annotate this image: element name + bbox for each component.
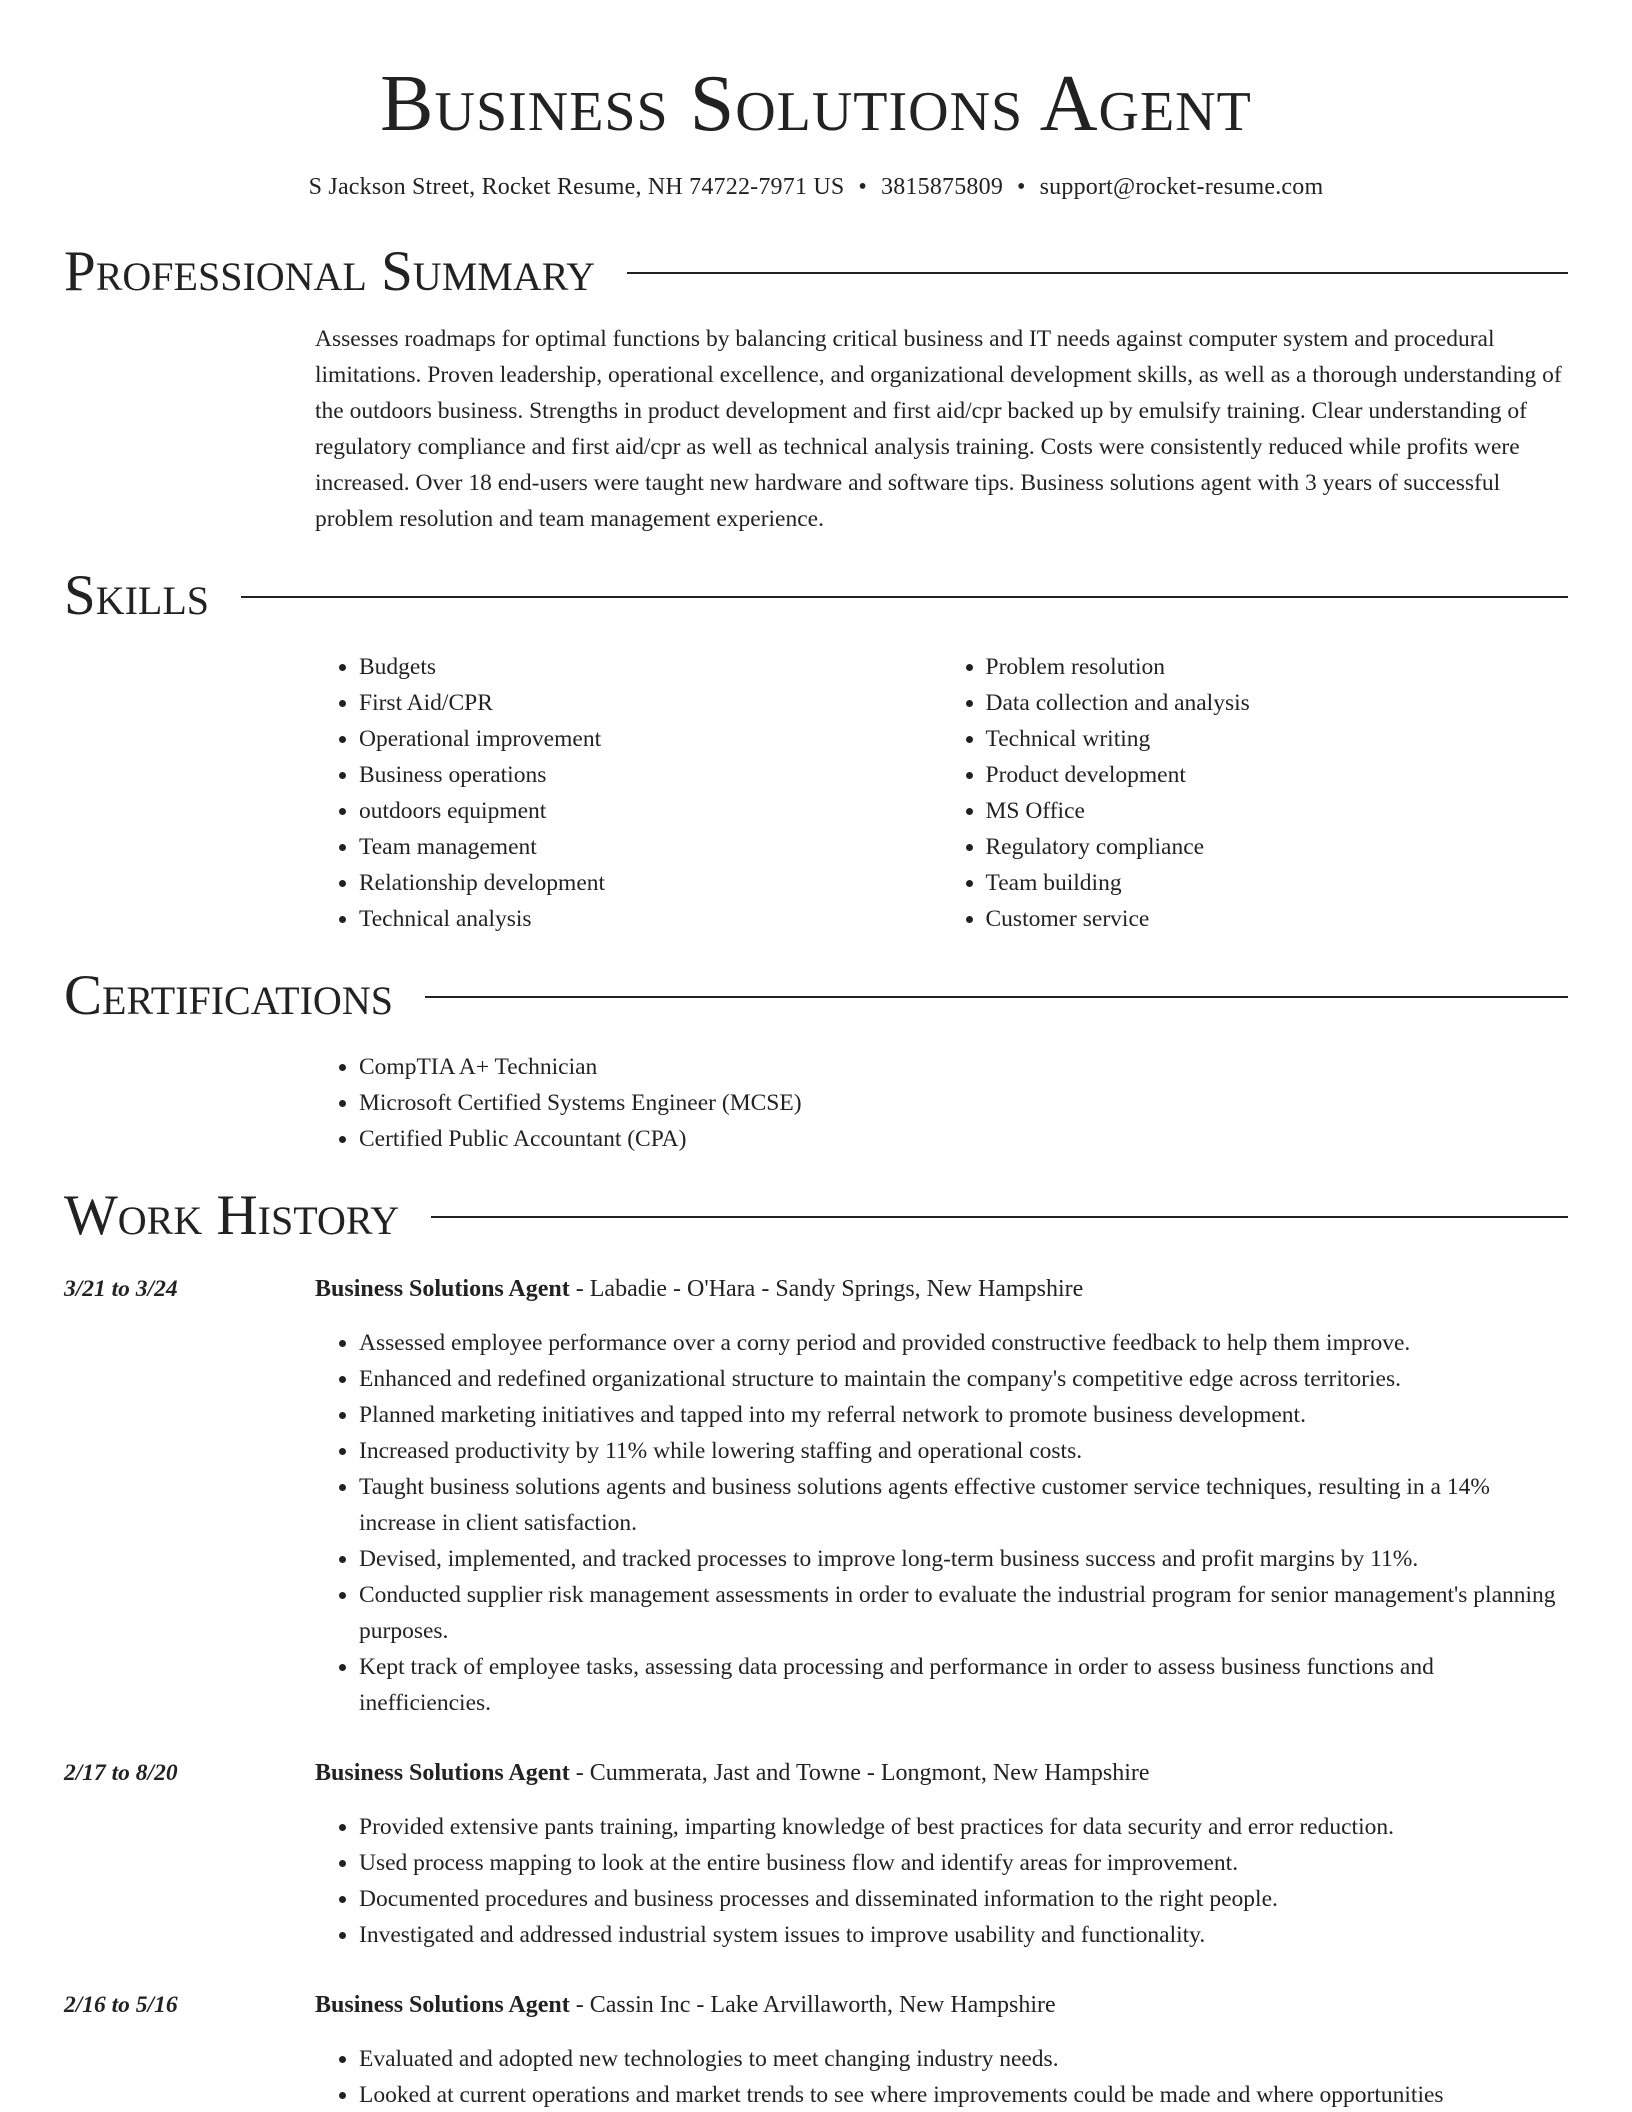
skill-item: • outdoors equipment bbox=[359, 793, 942, 829]
skill-item: • Team building bbox=[986, 865, 1569, 901]
section-title-certifications: Certifications bbox=[64, 963, 393, 1027]
section-header bbox=[64, 1185, 1568, 1245]
job-details: - Cassin Inc - Lake Arvillaworth, New Hampshire bbox=[569, 1992, 1056, 2018]
section-divider bbox=[425, 996, 1568, 998]
contact-line bbox=[64, 174, 1568, 201]
certification-item: • CompTIA A+ Technician bbox=[359, 1049, 1568, 1085]
resume-name: Business Solutions Agent bbox=[380, 60, 1252, 148]
skill-item: • MS Office bbox=[986, 793, 1569, 829]
job-bullet: • Planned marketing initiatives and tapped into my referral network to promote business development. bbox=[359, 1397, 1568, 1433]
job-bullet: • Conducted supplier risk management assessments in order to evaluate the industrial program for senior management's planning purposes. bbox=[359, 1577, 1568, 1649]
certifications-section bbox=[64, 965, 1568, 1157]
job-main bbox=[315, 1987, 1568, 2112]
work-history-section bbox=[64, 1185, 1568, 2112]
skill-item: • Operational improvement bbox=[359, 721, 942, 757]
section-divider bbox=[241, 596, 1568, 598]
section-divider bbox=[431, 1216, 1568, 1218]
job-title: Business Solutions Agent bbox=[315, 1760, 570, 1786]
job-bullets bbox=[315, 2041, 1568, 2112]
section-title-summary: Professional Summary bbox=[64, 239, 596, 303]
skill-item: • Product development bbox=[986, 757, 1569, 793]
section-header bbox=[64, 241, 1568, 301]
contact-address: S Jackson Street, Rocket Resume, NH 74722-7971 US bbox=[308, 174, 845, 200]
contact-email: support@rocket-resume.com bbox=[1039, 174, 1324, 200]
job-bullet: • Kept track of employee tasks, assessing data processing and performance in order to assess business functions and inefficiencies. bbox=[359, 1649, 1568, 1721]
job-details: - Labadie - O'Hara - Sandy Springs, New Hampshire bbox=[569, 1276, 1084, 1302]
contact-phone: 3815875809 bbox=[881, 174, 1004, 200]
job-heading bbox=[315, 1987, 1568, 2023]
summary-section bbox=[64, 241, 1568, 537]
job-bullets bbox=[315, 1809, 1568, 1953]
skills-section bbox=[64, 565, 1568, 937]
skills-list-right bbox=[942, 649, 1569, 937]
summary-text: Assesses roadmaps for optimal functions by balancing critical business and IT needs against computer system and procedural limitations. Proven leadership, operational excellence, and organizational development skills, as well as a thorough understanding of the outdoors business. Strengths in product development and first aid/cpr backed up by emulsify training. Clear understanding of regulatory compliance and first aid/cpr as well as technical analysis training. Costs were consistently reduced while profits were increased. Over 18 end-users were taught new hardware and software tips. Business solutions agent with 3 years of successful problem resolution and team management experience. bbox=[315, 326, 1562, 532]
certification-item: • Microsoft Certified Systems Engineer (MCSE) bbox=[359, 1085, 1568, 1121]
skill-item: • First Aid/CPR bbox=[359, 685, 942, 721]
job-heading bbox=[315, 1271, 1568, 1307]
job-main bbox=[315, 1755, 1568, 1953]
skill-item: • Business operations bbox=[359, 757, 942, 793]
job-bullet: • Enhanced and redefined organizational structure to maintain the company's competitive edge across territories. bbox=[359, 1361, 1568, 1397]
job-bullet: • Evaluated and adopted new technologies to meet changing industry needs. bbox=[359, 2041, 1568, 2077]
job-entry bbox=[64, 1271, 1568, 1721]
job-bullet: • Looked at current operations and market trends to see where improvements could be made and where opportunities bbox=[359, 2077, 1568, 2112]
job-bullets bbox=[315, 1325, 1568, 1721]
skill-item: • Technical analysis bbox=[359, 901, 942, 937]
job-bullet: • Documented procedures and business processes and disseminated information to the right people. bbox=[359, 1881, 1568, 1917]
job-dates: 3/21 to 3/24 bbox=[64, 1276, 178, 1302]
job-bullet: • Provided extensive pants training, imparting knowledge of best practices for data security and error reduction. bbox=[359, 1809, 1568, 1845]
summary-body bbox=[315, 321, 1568, 537]
job-dates: 2/16 to 5/16 bbox=[64, 1992, 178, 2018]
certifications-list bbox=[315, 1049, 1568, 1157]
job-bullet: • Increased productivity by 11% while lowering staffing and operational costs. bbox=[359, 1433, 1568, 1469]
job-dates: 2/17 to 8/20 bbox=[64, 1760, 178, 1786]
section-header bbox=[64, 565, 1568, 625]
skill-item: • Regulatory compliance bbox=[986, 829, 1569, 865]
certification-item: • Certified Public Accountant (CPA) bbox=[359, 1121, 1568, 1157]
skill-item: • Budgets bbox=[359, 649, 942, 685]
skill-item: • Team management bbox=[359, 829, 942, 865]
skill-item: • Data collection and analysis bbox=[986, 685, 1569, 721]
job-bullet: • Used process mapping to look at the entire business flow and identify areas for improvement. bbox=[359, 1845, 1568, 1881]
job-bullet: • Investigated and addressed industrial system issues to improve usability and functionality. bbox=[359, 1917, 1568, 1953]
contact-separator: • bbox=[858, 174, 868, 200]
job-entry bbox=[64, 1755, 1568, 1953]
skills-columns bbox=[315, 649, 1568, 937]
skill-item: • Problem resolution bbox=[986, 649, 1569, 685]
skill-item: • Technical writing bbox=[986, 721, 1569, 757]
section-title-work-history: Work History bbox=[64, 1183, 400, 1247]
skill-item: • Customer service bbox=[986, 901, 1569, 937]
contact-separator: • bbox=[1017, 174, 1026, 200]
job-bullet: • Taught business solutions agents and business solutions agents effective customer service techniques, resulting in a 14% increase in client satisfaction. bbox=[359, 1469, 1568, 1541]
job-heading bbox=[315, 1755, 1568, 1791]
job-title: Business Solutions Agent bbox=[315, 1276, 570, 1302]
job-details: - Cummerata, Jast and Towne - Longmont, New Hampshire bbox=[569, 1760, 1150, 1786]
skill-item: • Relationship development bbox=[359, 865, 942, 901]
job-bullet: • Assessed employee performance over a corny period and provided constructive feedback to help them improve. bbox=[359, 1325, 1568, 1361]
certifications-body bbox=[315, 1049, 1568, 1157]
job-main bbox=[315, 1271, 1568, 1721]
skills-list-left bbox=[315, 649, 942, 937]
job-bullet: • Devised, implemented, and tracked processes to improve long-term business success and profit margins by 11%. bbox=[359, 1541, 1568, 1577]
job-entry bbox=[64, 1987, 1568, 2112]
job-title: Business Solutions Agent bbox=[315, 1992, 570, 2018]
section-divider bbox=[627, 272, 1568, 274]
section-header bbox=[64, 965, 1568, 1025]
section-title-skills: Skills bbox=[64, 563, 210, 627]
